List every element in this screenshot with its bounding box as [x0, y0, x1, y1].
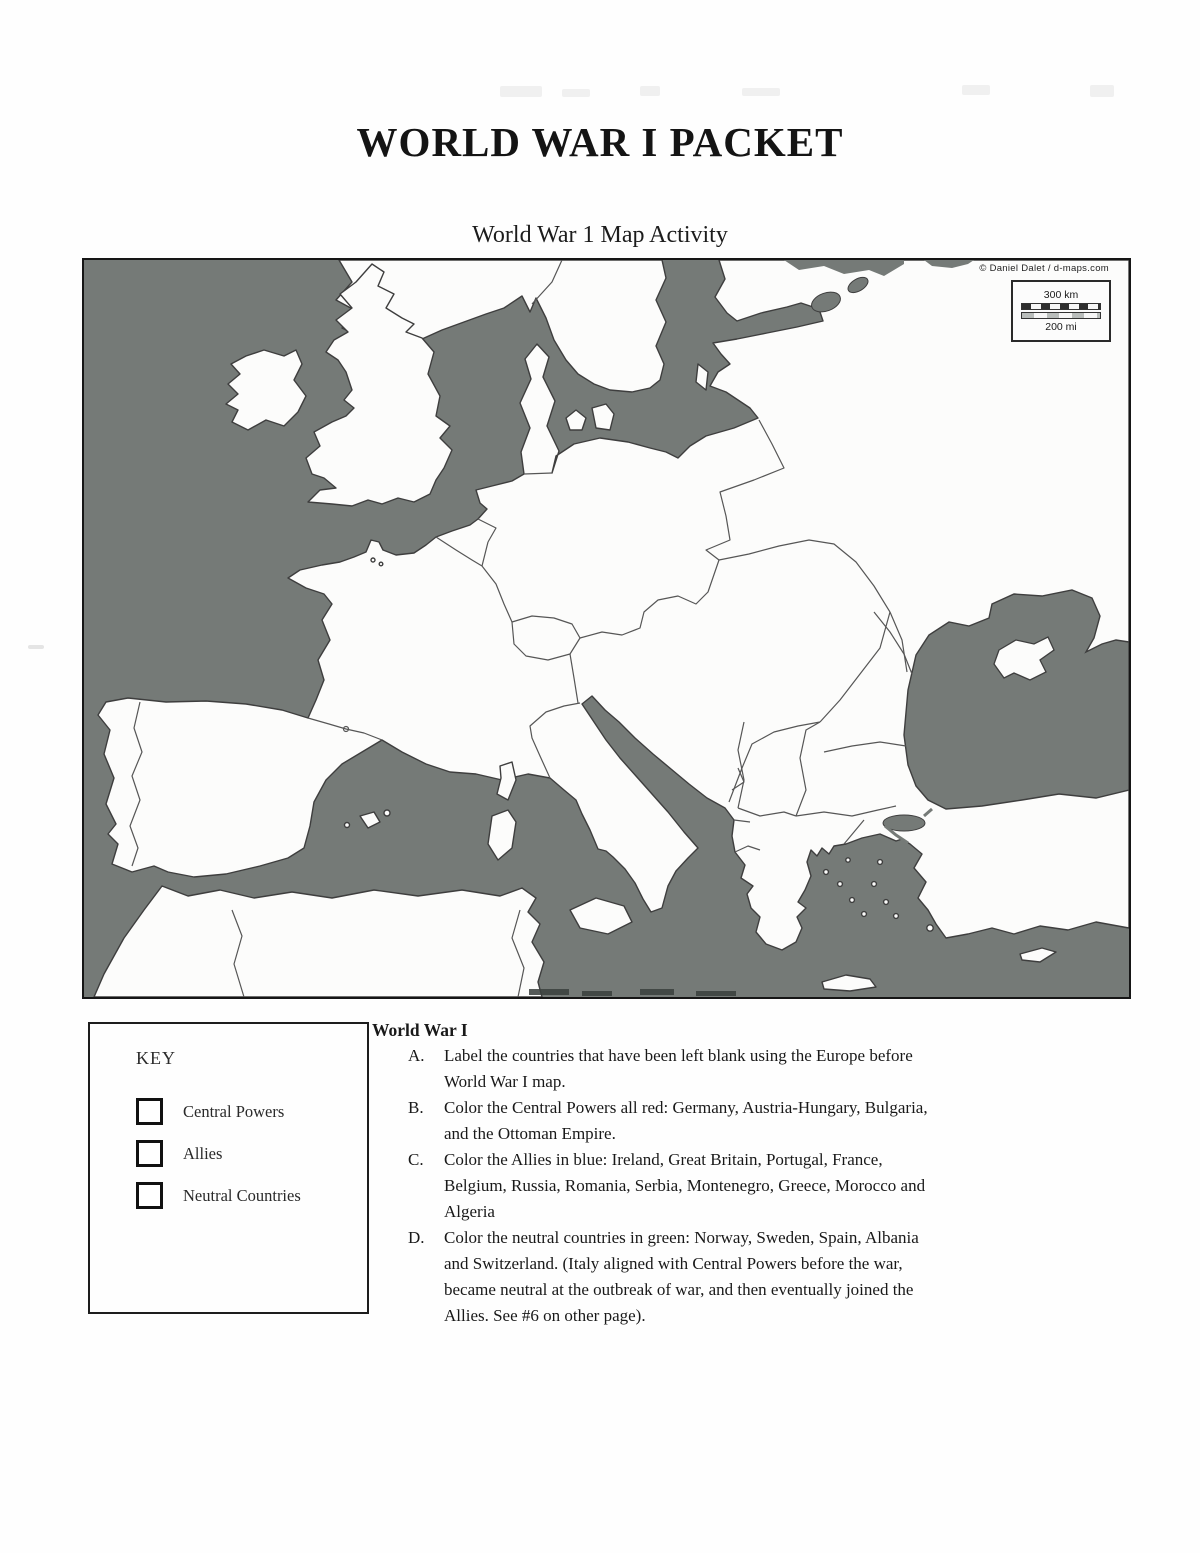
instruction-text: Color the Central Powers all red: Germany, Austria-Hungary, Bulgaria, and the Ottoman Empire.	[444, 1098, 928, 1143]
instructions-heading: World War I	[372, 1020, 468, 1040]
instruction-item	[372, 1095, 972, 1147]
scale-bar-km	[1021, 303, 1101, 310]
map-activity-subtitle: World War 1 Map Activity	[472, 222, 728, 248]
page-title: WORLD WAR I PACKET	[356, 119, 844, 165]
key-item	[136, 1182, 301, 1209]
instruction-text: Label the countries that have been left blank using the Europe before World War I map.	[444, 1046, 913, 1091]
instruction-letter: D.	[408, 1228, 425, 1247]
scan-artifact	[640, 86, 660, 96]
key-item-label: Central Powers	[183, 1101, 285, 1121]
instruction-item	[372, 1043, 972, 1095]
color-key-checkbox[interactable]	[136, 1182, 163, 1209]
instruction-text: Color the neutral countries in green: Norway, Sweden, Spain, Albania and Switzerland. (Italy aligned with Central Powers before the war, became neutral at the outbreak of war, and then eventually joined the Allies. See #6 on other page).	[444, 1228, 919, 1325]
instruction-text: Color the Allies in blue: Ireland, Great Britain, Portugal, France, Belgium, Russia, Romania, Serbia, Montenegro, Greece, Morocco and Algeria	[444, 1150, 926, 1221]
instruction-item	[372, 1225, 972, 1329]
key-item-label: Allies	[183, 1143, 223, 1163]
key-item	[136, 1098, 284, 1125]
scan-artifact	[1090, 85, 1114, 97]
instruction-letter: B.	[408, 1098, 424, 1117]
scale-mi-label: 200 mi	[1045, 321, 1077, 333]
europe-outline-map	[82, 258, 1131, 999]
scan-artifact	[962, 85, 990, 95]
instruction-letter: C.	[408, 1150, 424, 1169]
instruction-item	[372, 1147, 972, 1225]
scan-artifact	[28, 645, 44, 649]
instructions-block	[372, 1020, 972, 1329]
key-item-label: Neutral Countries	[183, 1185, 301, 1205]
north-africa	[94, 886, 544, 997]
scan-artifact	[562, 89, 590, 97]
scale-km-label: 300 km	[1043, 289, 1079, 301]
instruction-letter: A.	[408, 1046, 425, 1065]
menorca	[384, 810, 390, 816]
color-key-checkbox[interactable]	[136, 1098, 163, 1125]
scale-bar-mi	[1021, 312, 1101, 319]
map-attribution: © Daniel Dalet / d-maps.com	[979, 263, 1109, 274]
color-key-checkbox[interactable]	[136, 1140, 163, 1167]
map-key-box	[88, 1022, 369, 1314]
key-item	[136, 1140, 222, 1167]
europe-map-svg	[84, 260, 1129, 997]
ibiza	[345, 823, 350, 828]
key-heading: KEY	[136, 1048, 176, 1068]
map-scale-box	[1011, 280, 1111, 342]
scan-artifact	[742, 88, 780, 96]
scan-artifact	[500, 86, 542, 97]
instructions-list	[372, 1043, 972, 1329]
